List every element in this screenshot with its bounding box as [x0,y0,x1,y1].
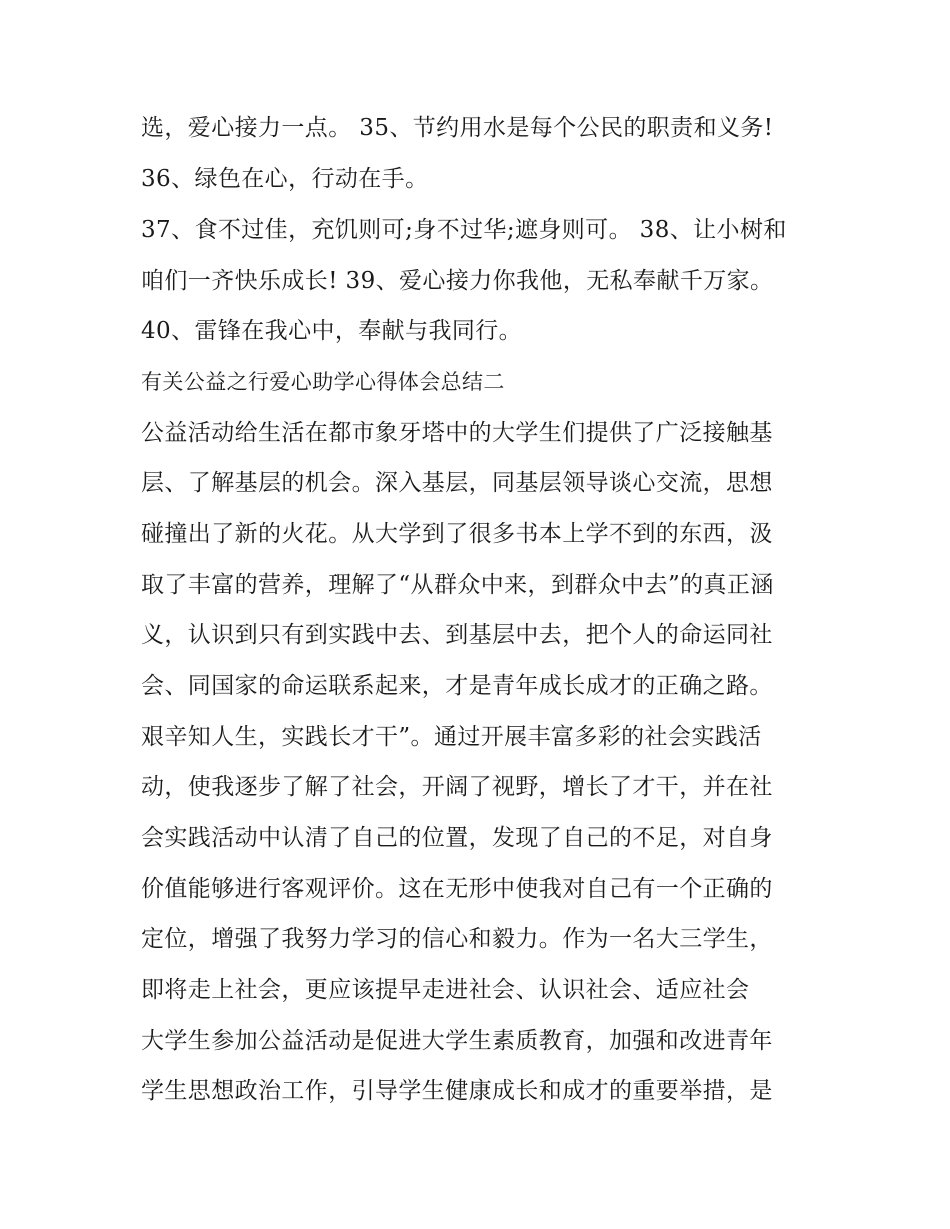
text-line: 会、同国家的命运联系起来，才是青年成长成才的正确之路。 [141,673,773,699]
text-line: 取了丰富的营养，理解了“从群众中来，到群众中去”的真正涵 [141,572,774,598]
text-line: 咱们一齐快乐成长! 39、爱心接力你我他，无私奉献千万家。 [141,268,774,294]
text-line: 40、雷锋在我心中，奉献与我同行。 [141,318,523,344]
text-line: 艰辛知人生，实践长才干”。通过开展丰富多彩的社会实践活 [141,724,762,750]
text-line: 37、食不过佳，充饥则可;身不过华;遮身则可。 38、让小树和 [141,217,787,243]
text-line: 公益活动给生活在都市象牙塔中的大学生们提供了广泛接触基 [141,420,773,446]
text-line: 层、了解基层的机会。深入基层，同基层领导谈心交流，思想 [141,470,773,496]
text-line: 选，爱心接力一点。 35、节约用水是每个公民的职责和义务! [141,115,774,141]
text-line: 大学生参加公益活动是促进大学生素质教育，加强和改进青年 [141,1028,773,1054]
text-line: 定位，增强了我努力学习的信心和毅力。作为一名大三学生， [141,926,773,952]
section-heading: 有关公益之行爱心助学心得体会总结二 [141,370,505,394]
text-line: 学生思想政治工作，引导学生健康成长和成才的重要举措，是 [141,1078,773,1104]
text-line: 动，使我逐步了解了社会，开阔了视野，增长了才干，并在社 [141,774,773,800]
text-line: 即将走上社会，更应该提早走进社会、认识社会、适应社会 [141,977,750,1003]
text-line: 会实践活动中认清了自己的位置，发现了自己的不足，对自身 [141,825,773,851]
text-line: 义，认识到只有到实践中去、到基层中去，把个人的命运同社 [141,622,773,648]
text-line: 价值能够进行客观评价。这在无形中使我对自己有一个正确的 [141,876,773,902]
text-line: 碰撞出了新的火花。从大学到了很多书本上学不到的东西，汲 [141,521,773,547]
text-line: 36、绿色在心，行动在手。 [141,166,429,192]
